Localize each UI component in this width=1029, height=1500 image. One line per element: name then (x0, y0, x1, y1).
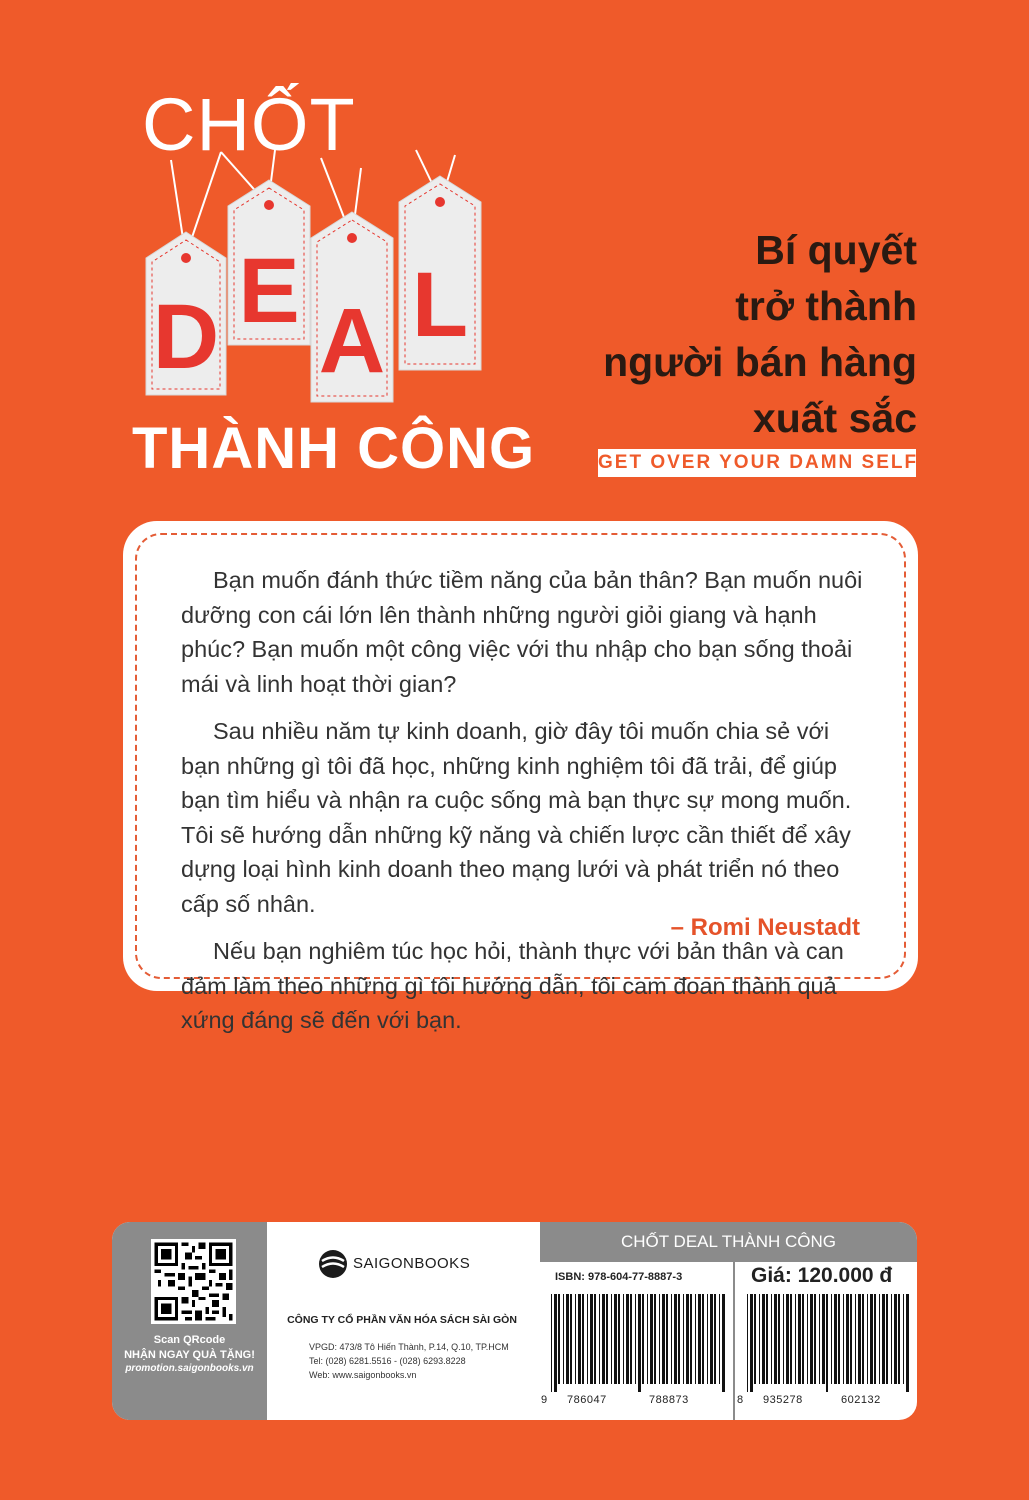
tag-letter-a: A (318, 290, 386, 392)
barcode-panel (537, 1222, 917, 1420)
barcode-bar (814, 1294, 816, 1384)
barcode-bar (690, 1294, 692, 1384)
barcode-bar (906, 1294, 909, 1392)
barcode1-left-digits: 786047 (567, 1394, 607, 1406)
barcode2-left-digits: 935278 (763, 1394, 803, 1406)
barcode-bar (838, 1294, 840, 1384)
divider (733, 1262, 735, 1420)
barcode-bar (570, 1294, 572, 1384)
barcode-bar (614, 1294, 617, 1384)
isbn-barcode (549, 1294, 727, 1392)
barcode-bar (867, 1294, 868, 1384)
qr-gift-text: NHẬN NGAY QUÀ TẶNG! (124, 1349, 255, 1361)
title-bottom: THÀNH CÔNG (132, 416, 536, 481)
barcode-bar (826, 1294, 828, 1392)
barcode-bar (798, 1294, 801, 1384)
barcode-bar (683, 1294, 684, 1384)
tag-letter-e: E (238, 240, 300, 342)
barcode-bar (754, 1294, 756, 1384)
barcode-bar (819, 1294, 820, 1384)
description-paragraph: Bạn muốn đánh thức tiềm năng của bản thân? Bạn muốn nuôi dưỡng con cái lớn lên thành những người giỏi giang và hạnh phúc? Bạn muốn một công việc với thu nhập cho bạn sống thoải mái và linh hoạt thời gian? (181, 567, 863, 697)
barcode-bar (587, 1294, 588, 1384)
barcode-bar (874, 1294, 876, 1384)
barcode-bar (578, 1294, 581, 1384)
barcode-bar (590, 1294, 593, 1384)
barcode-bar (707, 1294, 708, 1384)
barcode-bar (599, 1294, 600, 1384)
barcode-bar (831, 1294, 832, 1384)
barcode-bar (647, 1294, 648, 1384)
subtitle-line: Bí quyết (755, 227, 917, 273)
barcode-bar (654, 1294, 656, 1384)
publisher-address: VPGD: 473/8 Tô Hiến Thành, P.14, Q.10, TP.HCM (309, 1342, 509, 1352)
publisher-phone: Tel: (028) 6281.5516 - (028) 6293.8228 (309, 1356, 466, 1366)
barcode-bar (843, 1294, 844, 1384)
tag-a (311, 212, 393, 402)
barcode-bar (702, 1294, 704, 1384)
barcode-bar (762, 1294, 765, 1384)
tag-e (228, 180, 310, 345)
barcode-bar (810, 1294, 813, 1384)
barcode-bar (903, 1294, 904, 1384)
qr-url-text: promotion.saigonbooks.vn (125, 1363, 254, 1374)
barcode1-right-digits: 788873 (649, 1394, 689, 1406)
barcode-bar (551, 1294, 552, 1392)
barcode-bar (618, 1294, 620, 1384)
barcode-bar (686, 1294, 689, 1384)
barcode-bar (563, 1294, 564, 1384)
barcode-bar (858, 1294, 861, 1384)
barcode-bar (566, 1294, 569, 1384)
barcode-bar (783, 1294, 784, 1384)
barcode-bar (786, 1294, 789, 1384)
barcode-bar (862, 1294, 864, 1384)
barcode-bar (678, 1294, 680, 1384)
description-paragraph: Nếu bạn nghiêm túc học hỏi, thành thực với bản thân và can đảm làm theo những gì tôi hướng dẫn, tôi cam đoan thành quả xứng đáng sẽ đến với bạn. (181, 938, 844, 1033)
tag-d (146, 232, 226, 395)
barcode-bar (882, 1294, 885, 1384)
author-signature: – Romi Neustadt (670, 914, 860, 941)
barcode-bar (642, 1294, 644, 1384)
barcode-bar (886, 1294, 888, 1384)
barcode-bar (582, 1294, 584, 1384)
barcode-bar (719, 1294, 720, 1384)
subtitle-line: trở thành (735, 283, 917, 329)
tag-letter-l: L (411, 254, 469, 356)
barcode-bar (558, 1294, 560, 1384)
publisher-panel (267, 1222, 537, 1420)
barcode-bar (635, 1294, 636, 1384)
barcode-bar (750, 1294, 753, 1392)
barcode-bar (630, 1294, 632, 1384)
subtitle-line: xuất sắc (752, 395, 917, 441)
barcode-bar (802, 1294, 804, 1384)
barcode-bar (834, 1294, 837, 1384)
barcode-bar (674, 1294, 677, 1384)
barcode1-first-digit: 9 (541, 1394, 548, 1406)
publisher-web: Web: www.saigonbooks.vn (309, 1370, 417, 1380)
book-title-bar: CHỐT DEAL THÀNH CÔNG (540, 1222, 917, 1262)
barcode-bar (710, 1294, 713, 1384)
barcode-bar (611, 1294, 612, 1384)
barcode-bar (846, 1294, 849, 1384)
barcode-bar (575, 1294, 576, 1384)
description-box (123, 521, 918, 1033)
barcode2-right-digits: 602132 (841, 1394, 881, 1406)
price-barcode (745, 1294, 911, 1392)
barcode-bar (766, 1294, 768, 1384)
barcode-bar (855, 1294, 856, 1384)
barcode-bar (626, 1294, 629, 1384)
barcode-bar (602, 1294, 605, 1384)
barcode-bar (774, 1294, 777, 1384)
barcode-bar (638, 1294, 641, 1392)
barcode-bar (807, 1294, 808, 1384)
barcode-bar (778, 1294, 780, 1384)
publisher-name: CÔNG TY CỔ PHẦN VĂN HÓA SÁCH SÀI GÒN (287, 1314, 517, 1326)
qr-code-icon (151, 1239, 236, 1324)
barcode-bar (894, 1294, 897, 1384)
description-paragraph: Sau nhiều năm tự kinh doanh, giờ đây tôi muốn chia sẻ với bạn những gì tôi đã học, những kinh nghiệm tôi đã trải, để giúp bạn tìm hiểu và nhận ra cuộc sống mà bạn thực sự mong muốn. Tôi sẽ hướng dẫn những kỹ năng và chiến lược cần thiết để xây dựng loại hình kinh doanh theo mạng lưới và phát triển nó theo cấp số nhân. (181, 718, 852, 917)
barcode-bar (623, 1294, 624, 1384)
barcode-bar (662, 1294, 665, 1384)
barcode-bar (698, 1294, 701, 1384)
barcode-bar (879, 1294, 880, 1384)
subtitle (497, 222, 917, 446)
barcode-bar (650, 1294, 653, 1384)
barcode-bar (759, 1294, 760, 1384)
barcode-bar (795, 1294, 796, 1384)
original-title-label: GET OVER YOUR DAMN SELF (598, 449, 916, 477)
barcode-bar (695, 1294, 696, 1384)
barcode-bar (594, 1294, 596, 1384)
description-text (181, 563, 871, 1051)
barcode-bar (714, 1294, 716, 1384)
barcode-bar (870, 1294, 873, 1384)
qr-panel (112, 1222, 267, 1420)
barcode-bar (671, 1294, 672, 1384)
barcode2-first-digit: 8 (737, 1394, 744, 1406)
publisher-logo-text: SAIGONBOOKS (353, 1255, 471, 1272)
isbn-label: ISBN: 978-604-77-8887-3 (555, 1271, 683, 1283)
barcode-bar (722, 1294, 725, 1392)
barcode-bar (850, 1294, 852, 1384)
footer-info-panel (112, 1222, 917, 1420)
barcode-bar (747, 1294, 748, 1392)
qr-scan-text: Scan QRcode (153, 1334, 226, 1346)
title-top: CHỐT (142, 83, 356, 166)
barcode-bar (554, 1294, 557, 1392)
barcode-bar (666, 1294, 668, 1384)
barcode-bar (898, 1294, 900, 1384)
barcode-bar (790, 1294, 792, 1384)
tag-letter-d: D (152, 286, 220, 388)
tag-l (399, 176, 481, 370)
barcode-bar (659, 1294, 660, 1384)
barcode-bar (822, 1294, 825, 1384)
subtitle-line: người bán hàng (603, 339, 917, 385)
barcode-bar (606, 1294, 608, 1384)
barcode-bar (891, 1294, 892, 1384)
barcode-bar (771, 1294, 772, 1384)
price-label: Giá: 120.000 đ (751, 1264, 893, 1287)
